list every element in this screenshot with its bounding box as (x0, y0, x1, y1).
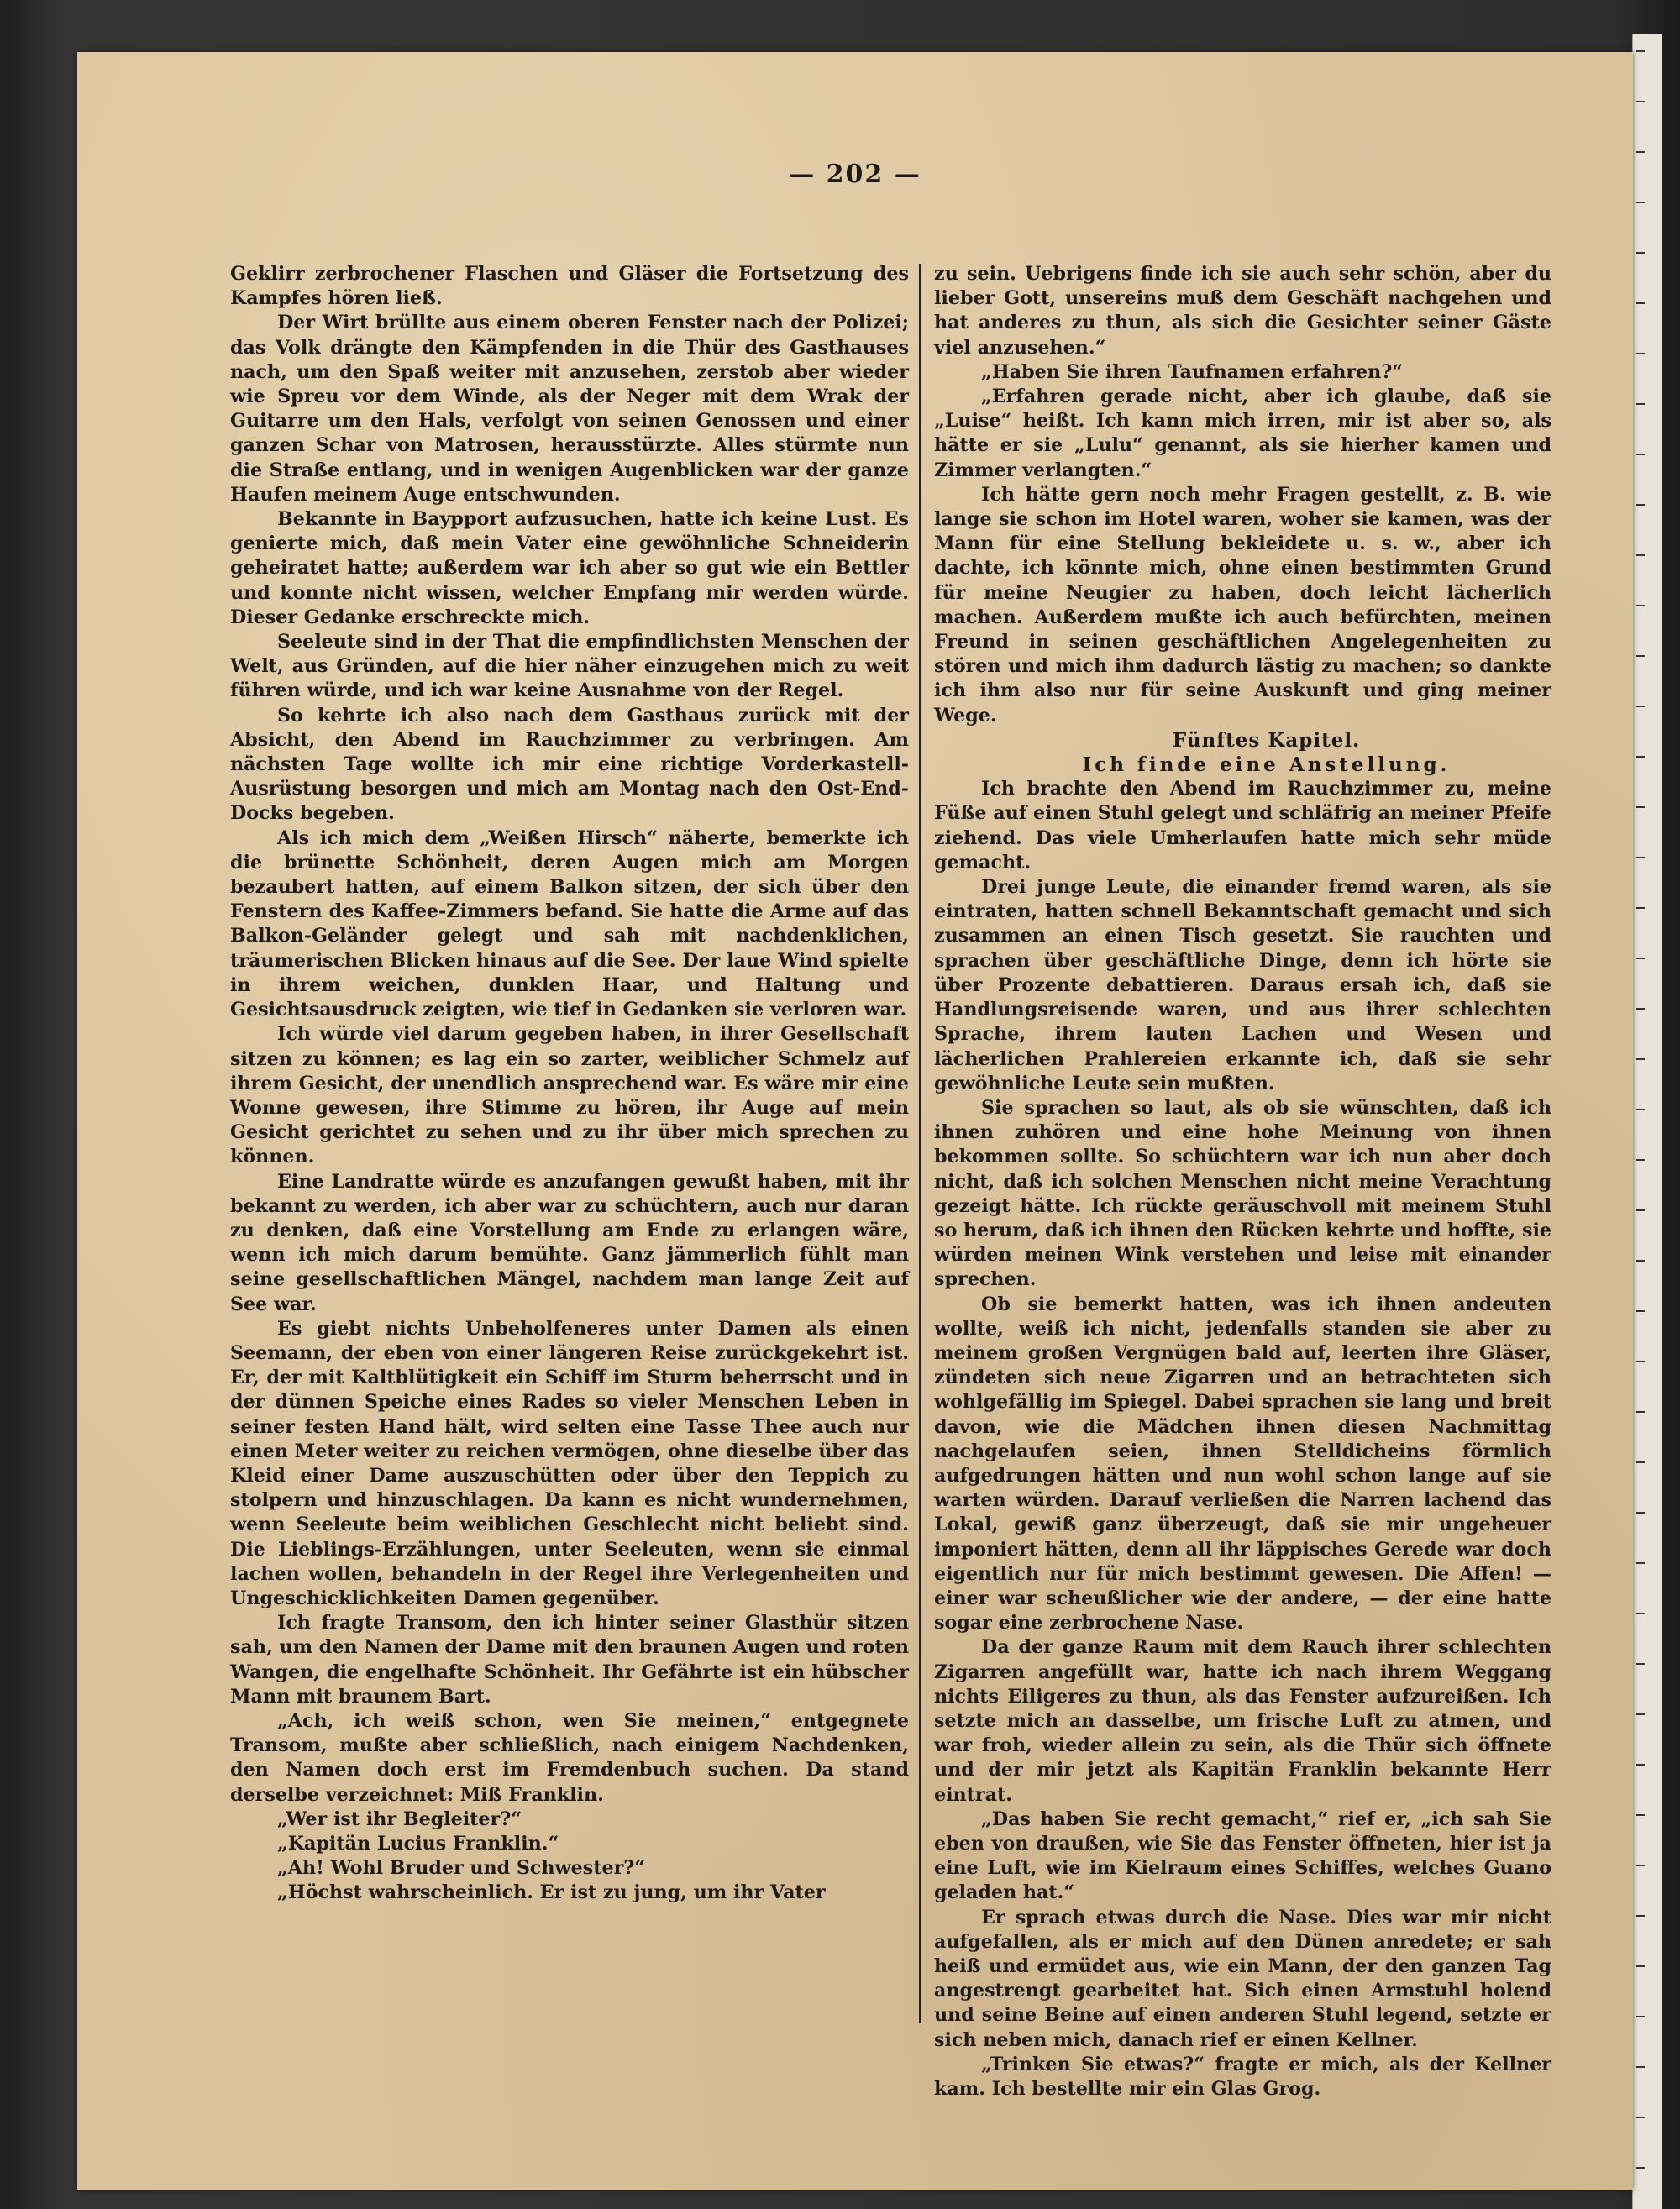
paragraph: Ich fragte Transom, den ich hinter seiner Glasthür sitzen sah, um den Namen der Dame mit den braunen Augen und roten Wangen, die engelhafte Schönheit. Ihr Gefährte ist ein hübscher Mann mit braunem Bart. (230, 1612, 909, 1708)
ruler-tick (1636, 1008, 1645, 1010)
ruler-tick (1636, 1965, 1645, 1967)
ruler-tick (1636, 1814, 1645, 1816)
ruler-tick (1636, 1209, 1645, 1211)
ruler-tick (1636, 1764, 1645, 1766)
ruler-tick (1636, 1562, 1645, 1564)
paragraph: zu sein. Uebrigens finde ich sie auch sehr schön, aber du lieber Gott, unsereins muß dem Geschäft nachgehen und hat anderes zu thun, als sich die Gesichter seiner Gäste viel anzusehen.“ (934, 263, 1551, 359)
ruler-tick (1636, 1109, 1645, 1110)
paragraph: So kehrte ich also nach dem Gasthaus zurück mit der Absicht, den Abend im Rauchzimmer zu verbringen. Am nächsten Tage wollte ich mir eine richtige Vorderkastell-Ausrüstung besorgen und mich am Montag nach den Ost-End-Docks begeben. (230, 704, 909, 825)
ruler-tick (1636, 1613, 1645, 1614)
paragraph: „Ach, ich weiß schon, wen Sie meinen,“ entgegnete Transom, mußte aber schließlich, nach einigem Nachdenken, den Namen doch erst im Fremdenbuch suchen. Da stand derselbe verzeichnet: Miß Franklin. (230, 1709, 909, 1806)
paragraph: Bekannte in Baypport aufzusuchen, hatte ich keine Lust. Es genierte mich, daß mein Vater eine gewöhnliche Schneiderin geheiratet hatte; außerdem war ich aber so gut wie ein Bettler und konnte nicht wissen, welcher Empfang mir werden würde. Dieser Gedanke erschreckte mich. (230, 508, 909, 628)
paragraph: „Wer ist ihr Begleiter?“ (277, 1808, 522, 1830)
right-column-bottom (934, 777, 1551, 2101)
paragraph: „Das haben Sie recht gemacht,“ rief er, „ich sah Sie eben von draußen, wie Sie das Fenster öffneten, hier ist ja eine Luft, wie im Kielraum eines Schiffes, welches Guano geladen hat.“ (934, 1808, 1551, 1904)
ruler-tick (1636, 2016, 1645, 2017)
ruler-tick (1636, 958, 1645, 959)
paragraph: Sie sprachen so laut, als ob sie wünschten, daß ich ihnen zuhören und eine hohe Meinung von ihnen bekommen sollte. So schüchtern war ich nun aber doch nicht, daß ich solchen Menschen nicht meine Verachtung gezeigt hätte. Ich rückte geräuschvoll mit meinem Stuhl so herum, daß ich ihnen den Rücken kehrte und hoffte, sie würden meinen Wink verstehen und leise mit einander sprechen. (934, 1096, 1551, 1291)
ruler-tick (1636, 1260, 1645, 1262)
ruler-tick (1636, 2117, 1645, 2118)
paragraph: „Erfahren gerade nicht, aber ich glaube, daß sie „Luise“ heißt. Ich kann mich irren, mir ist aber so, als hätte er sie „Lulu“ genannt, als sie hierher kamen und Zimmer verlangten.“ (934, 386, 1551, 481)
paragraph: Er sprach etwas durch die Nase. Dies war mir nicht aufgefallen, als er mich auf den Dünen anredete; er sah heiß und ermüdet aus, wie ein Mann, der den ganzen Tag angestrengt gearbeitet hat. Sich einen Armstuhl holend und seine Beine auf einen anderen Stuhl legend, setzte er sich neben mich, danach rief er einen Kellner. (934, 1906, 1551, 2051)
paragraph: Drei junge Leute, die einander fremd waren, als sie eintraten, hatten schnell Bekanntschaft gemacht und sich zusammen an einen Tisch gesetzt. Sie rauchten und sprachen über geschäftliche Dinge, denn ich hörte sie über Prozente debattieren. Daraus ersah ich, daß sie Handlungsreisende waren, und aus ihrer schlechten Sprache, ihrem lauten Lachen und Wesen und lächerlichen Prahlereien erkannte ich, daß sie sehr gewöhnliche Leute sein mußten. (934, 876, 1551, 1094)
ruler-tick (1636, 1310, 1645, 1312)
ruler-tick (1636, 50, 1645, 52)
ruler-tick (1636, 554, 1645, 556)
paragraph: Eine Landratte würde es anzufangen gewußt haben, mit ihr bekannt zu werden, ich aber war zu schüchtern, auch nur daran zu denken, daß eine Vorstellung am Ende zu erlangen wäre, wenn ich mich darum bemühte. Ganz jämmerlich fühlt man seine gesellschaftlichen Mängel, nachdem man lange Zeit auf See war. (230, 1170, 909, 1315)
page-number: — 202 — (789, 160, 921, 189)
ruler-tick (1636, 1411, 1645, 1413)
paragraph: Ich würde viel darum gegeben haben, in ihrer Gesellschaft sitzen zu können; es lag ein so zarter, weiblicher Schmelz auf ihrem Gesicht, der unendlich ansprechend war. Es wäre mir eine Wonne gewesen, ihre Stimme zu hören, ihr Auge auf mein Gesicht gerichtet zu sehen und zu ihr über mich sprechen zu können. (230, 1023, 909, 1168)
ruler-tick (1636, 353, 1645, 354)
book-page (77, 52, 1633, 2190)
paragraph: Als ich mich dem „Weißen Hirsch“ näherte, bemerkte ich die brünette Schönheit, deren Augen mich am Morgen bezaubert hatten, auf einem Balkon sitzen, der sich über den Fenstern des Kaffee-Zimmers befand. Sie hatte die Arme auf das Balkon-Geländer gelegt und sah mit nachdenklichen, träumerischen Blicken hinaus auf die See. Der laue Wind spielte in ihrem weichen, dunklen Haar, und Haltung und Gesichtsausdruck zeigten, wie tief in Gedanken sie verloren war. (230, 826, 909, 1021)
ruler-tick (1636, 1865, 1645, 1866)
ruler-tick (1636, 907, 1645, 909)
ruler-tick (1636, 655, 1645, 657)
paragraph: „Höchst wahrscheinlich. Er ist zu jung, um ihr Vater (277, 1881, 826, 1904)
right-column (934, 262, 1551, 2101)
paragraph: Geklirr zerbrochener Flaschen und Gläser die Fortsetzung des Kampfes hören ließ. (230, 263, 909, 310)
ruler-tick (1636, 101, 1645, 102)
ruler-tick (1636, 1361, 1645, 1362)
paragraph: Ob sie bemerkt hatten, was ich ihnen andeuten wollte, weiß ich nicht, jedenfalls standen sie aber zu meinem großen Vergnügen bald auf, leerten ihre Gläser, zündeten sich neue Zigarren und an betrachteten sich wohlgefällig im Spiegel. Dabei sprachen sie lang und breit davon, wie die Mädchen ihnen diesen Nachmittag nachgelaufen seien, ihnen Stelldicheins förmlich aufgedrungen hätten und nun wohl schon lange auf sie warten würden. Darauf verließen die Narren lachend das Lokal, gewiß ganz überzeugt, daß sie mir ungeheuer imponiert hätten, denn all ihr läppisches Gerede war doch eigentlich nur für mich bestimmt gewesen. Die Affen! — einer war scheußlicher wie der andere, — der eine hatte sogar eine zerbrochene Nase. (934, 1293, 1551, 1634)
scan-ruler (1632, 34, 1662, 2209)
paragraph: Da der ganze Raum mit dem Rauch ihrer schlechten Zigarren angefüllt war, hatte ich nach ihrem Weggang nichts Eiligeres zu thun, als das Fenster aufzureißen. Ich setzte mich an dasselbe, um frische Luft zu atmen, und war froh, wieder allein zu sein, als die Thür sich öffnete und der mir jetzt als Kapitän Franklin bekannte Herr eintrat. (934, 1636, 1551, 1806)
paragraph: Der Wirt brüllte aus einem oberen Fenster nach der Polizei; das Volk drängte den Kämpfenden in die Thür des Gasthauses nach, um den Spaß weiter mit anzusehen, zerstob aber wieder wie Spreu vor dem Winde, als der Neger mit dem Wrak der Guitarre um den Hals, verfolgt von seinen Genossen und einer ganzen Schar von Matrosen, herausstürzte. Alles stürmte nun die Straße entlang, und in wenigen Augenblicken war der ganze Haufen meinem Auge entschwunden. (230, 312, 909, 506)
paragraph: Ich hätte gern noch mehr Fragen gestellt, z. B. wie lange sie schon im Hotel waren, woher sie kamen, was der Mann für eine Stellung bekleidete u. s. w., aber ich dachte, ich könnte mich, ohne einen bestimmten Grund für meine Neugier zu haben, doch leicht lächerlich machen. Außerdem mußte ich auch befürchten, meinen Freund in seinen geschäftlichen Angelegenheiten zu stören und mich ihm dadurch lästig zu machen; so dankte ich ihm also nur für seine Auskunft und ging meiner Wege. (934, 483, 1551, 727)
paragraph: „Ah! Wohl Bruder und Schwester?“ (277, 1857, 646, 1880)
ruler-tick (1636, 151, 1645, 153)
ruler-tick (1636, 202, 1645, 203)
paragraph: „Kapitän Lucius Franklin.“ (277, 1833, 559, 1855)
ruler-tick (1636, 302, 1645, 304)
ruler-tick (1636, 857, 1645, 858)
ruler-tick (1636, 1713, 1645, 1715)
ruler-tick (1636, 1461, 1645, 1463)
chapter-subtitle: Ich finde eine Anstellung. (1082, 753, 1451, 777)
ruler-tick (1636, 2066, 1645, 2068)
ruler-tick (1636, 756, 1645, 758)
ruler-tick (1636, 403, 1645, 405)
ruler-tick (1636, 454, 1645, 455)
paragraph: „Trinken Sie etwas?“ fragte er mich, als der Kellner kam. Ich bestellte mir ein Glas Grog. (934, 2053, 1551, 2101)
chapter-title: Fünftes Kapitel. (1172, 728, 1361, 752)
paragraph: „Haben Sie ihren Taufnamen erfahren?“ (981, 360, 1404, 383)
ruler-tick (1636, 1058, 1645, 1060)
paragraph: Ich brachte den Abend im Rauchzimmer zu, meine Füße auf einen Stuhl gelegt und schläfrig an meiner Pfeife ziehend. Das viele Umherlaufen hatte mich sehr müde gemacht. (934, 778, 1551, 874)
ruler-tick (1636, 1663, 1645, 1665)
column-divider (919, 264, 921, 2023)
right-column-top (934, 262, 1551, 728)
ruler-tick (1636, 1915, 1645, 1917)
paragraph: Seeleute sind in der That die empfindlichsten Menschen der Welt, aus Gründen, auf die hier näher einzugehen mich zu weit führen würde, und ich war keine Ausnahme von der Regel. (230, 631, 909, 702)
ruler-tick (1636, 2167, 1645, 2169)
ruler-tick (1636, 806, 1645, 808)
ruler-tick (1636, 1159, 1645, 1161)
ruler-tick (1636, 605, 1645, 606)
ruler-tick (1636, 252, 1645, 254)
ruler-tick (1636, 1512, 1645, 1514)
paragraph: Es giebt nichts Unbeholfeneres unter Damen als einen Seemann, der eben von einer längeren Reise zurückgekehrt ist. Er, der mit Kaltblütigkeit ein Schiff im Sturm beherrscht und in der dünnen Speiche eines Rades so vieler Menschen Leben in seiner festen Hand hält, wird selten eine Tasse Thee auch nur einen Meter weiter zu reichen vermögen, ohne dieselbe über das Kleid einer Dame auszuschütten oder über den Teppich zu stolpern und hinzuschlagen. Da kann es nicht wundernehmen, wenn Seeleute beim weiblichen Geschlecht nicht beliebt sind. Die Lieblings-Erzählungen, unter Seeleuten, wenn sie einmal lachen wollen, behandeln in der Regel ihre Verlegenheiten und Ungeschicklichkeiten Damen gegenüber. (230, 1317, 909, 1609)
left-column (230, 262, 909, 1906)
ruler-tick (1636, 706, 1645, 707)
ruler-tick (1636, 504, 1645, 506)
